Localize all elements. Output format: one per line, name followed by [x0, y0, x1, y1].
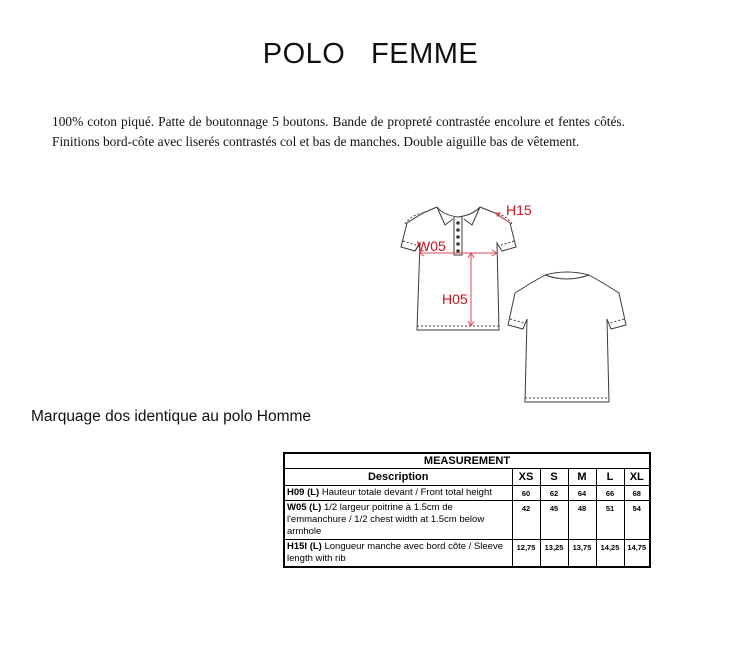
row-description [284, 540, 512, 568]
row-text: Longueur manche avec bord côte / Sleeve length with rib [287, 541, 503, 564]
measurement-arrows [419, 213, 510, 326]
label-w05: W05 [417, 238, 446, 254]
row-value: 48 [568, 501, 596, 540]
polo-front-drawing [401, 207, 516, 330]
table-title: MEASUREMENT [284, 453, 650, 469]
size-header: M [568, 469, 596, 486]
row-code: H09 (L) [287, 487, 320, 498]
row-value: 45 [540, 501, 568, 540]
table-row [284, 501, 650, 540]
table-row [284, 486, 650, 501]
row-description [284, 501, 512, 540]
row-value: 13,75 [568, 540, 596, 568]
table-header-row [284, 469, 650, 486]
polo-technical-drawing [395, 195, 635, 407]
row-value: 66 [596, 486, 624, 501]
page-title: POLO FEMME [262, 38, 479, 70]
size-header: XS [512, 469, 540, 486]
row-code: W05 (L) [287, 502, 322, 513]
row-value: 60 [512, 486, 540, 501]
row-value: 64 [568, 486, 596, 501]
row-value: 14,25 [596, 540, 624, 568]
back-marking-note: Marquage dos identique au polo Homme [31, 408, 312, 425]
row-value: 13,25 [540, 540, 568, 568]
row-value: 14,75 [624, 540, 650, 568]
label-h05: H05 [442, 291, 468, 307]
description-header: Description [284, 469, 512, 486]
row-value: 62 [540, 486, 568, 501]
size-header: XL [624, 469, 650, 486]
size-header: S [540, 469, 568, 486]
row-value: 51 [596, 501, 624, 540]
row-text: Hauteur totale devant / Front total height [321, 487, 492, 498]
row-value: 68 [624, 486, 650, 501]
polo-back-drawing [508, 272, 626, 402]
row-value: 42 [512, 501, 540, 540]
size-header: L [596, 469, 624, 486]
row-text: 1/2 largeur poitrine à 1.5cm de l'emmanchure / 1/2 chest width at 1.5cm below armhole [287, 502, 485, 537]
label-h15: H15 [506, 202, 532, 218]
row-description [284, 486, 512, 501]
measurement-table [283, 452, 651, 568]
row-code: H15I (L) [287, 541, 322, 552]
table-row [284, 540, 650, 568]
row-value: 54 [624, 501, 650, 540]
product-description: 100% coton piqué. Patte de boutonnage 5 boutons. Bande de propreté contrastée encolure et fentes côtés. Finitions bord-côte avec liserés contrastés col et bas de manches. Double aiguille bas de vêtement. [52, 114, 625, 149]
row-value: 12,75 [512, 540, 540, 568]
